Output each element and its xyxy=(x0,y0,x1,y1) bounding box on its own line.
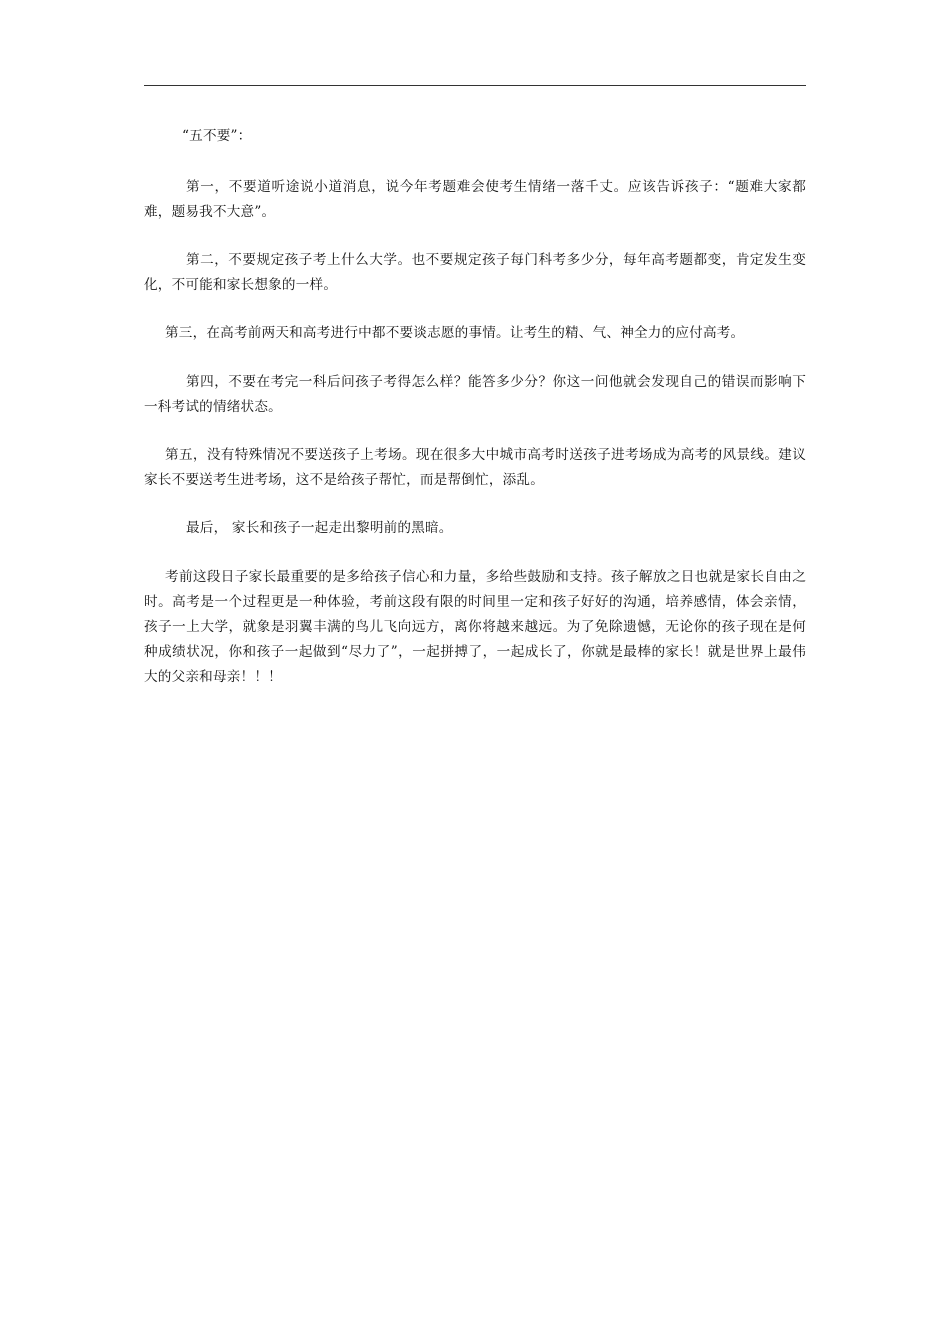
paragraph-fifth: 第五，没有特殊情况不要送孩子上考场。现在很多大中城市高考时送孩子进考场成为高考的风景线。建议家长不要送考生进考场，这不是给孩子帮忙，而是帮倒忙，添乱。 xyxy=(144,447,806,488)
section-heading: “五不要”： xyxy=(182,128,252,144)
paragraph-final: 最后， 家长和孩子一起走出黎明前的黑暗。 xyxy=(186,520,453,536)
document-body xyxy=(144,124,806,690)
paragraph-third: 第三，在高考前两天和高考进行中都不要谈志愿的事情。让考生的精、气、神全力的应付高考。 xyxy=(165,325,745,341)
paragraph-fourth: 第四，不要在考完一科后问孩子考得怎么样？能答多少分？你这一问他就会发现自己的错误而影响下一科考试的情绪状态。 xyxy=(144,374,806,415)
paragraph-second: 第二，不要规定孩子考上什么大学。也不要规定孩子每门科考多少分，每年高考题都变，肯定发生变化，不可能和家长想象的一样。 xyxy=(144,252,806,293)
paragraph-first: 第一，不要道听途说小道消息，说今年考题难会使考生情绪一落千丈。应该告诉孩子：“题难大家都难，题易我不大意”。 xyxy=(144,179,806,220)
header-rule xyxy=(144,85,806,86)
paragraph-closing: 考前这段日子家长最重要的是多给孩子信心和力量，多给些鼓励和支持。孩子解放之日也就是家长自由之时。高考是一个过程更是一种体验，考前这段有限的时间里一定和孩子好好的沟通，培养感情，体会亲情，孩子一上大学，就象是羽翼丰满的鸟儿飞向远方，离你将越来越远。为了免除遗憾，无论你的孩子现在是何种成绩状况，你和孩子一起做到“尽力了”，一起拼搏了，一起成长了，你就是最棒的家长！就是世界上最伟大的父亲和母亲！！！ xyxy=(144,569,806,685)
